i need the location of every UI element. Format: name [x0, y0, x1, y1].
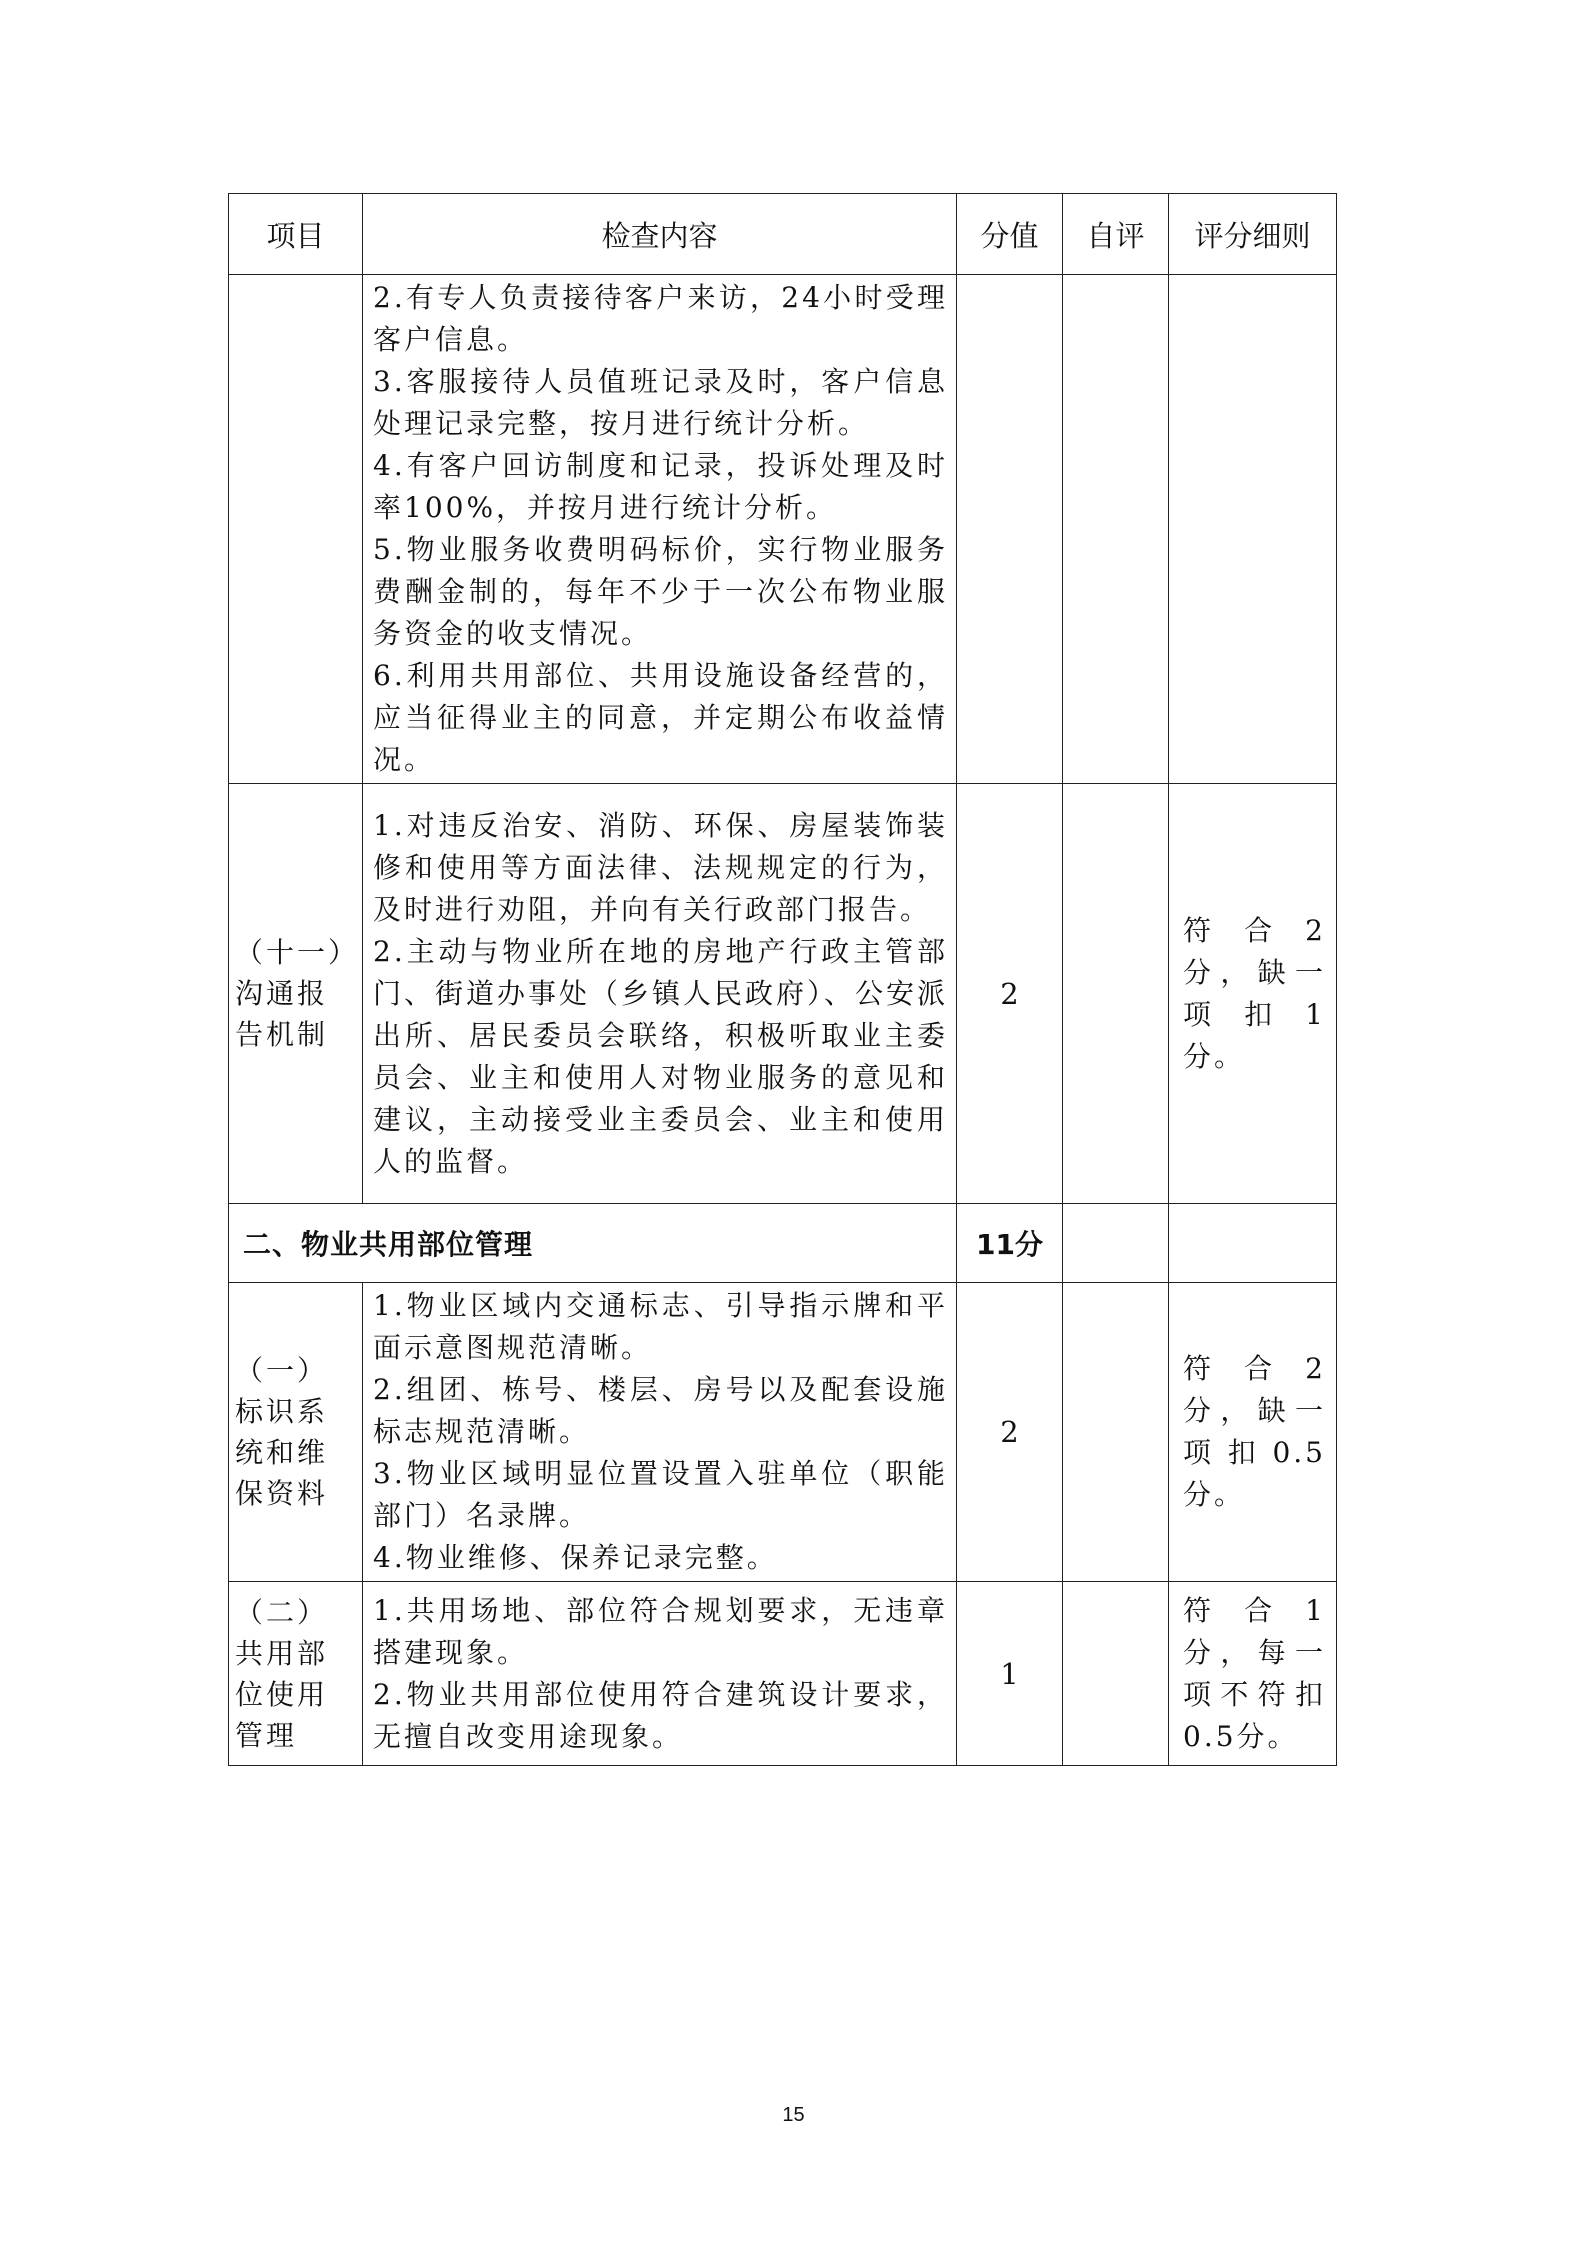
header-self-eval: 自评: [1063, 194, 1169, 275]
row-score: 2: [957, 1283, 1063, 1582]
page-number: 15: [782, 2104, 805, 2126]
content-line: 4.有客户回访制度和记录，投诉处理及时率100%，并按月进行统计分析。: [373, 449, 948, 524]
row-item: [229, 275, 363, 784]
content-line: 2.主动与物业所在地的房地产行政主管部门、街道办事处（乡镇人民政府）、公安派出所、居民委员会联络，积极听取业主委员会、业主和使用人对物业服务的意见和建议，主动接受业主委员会、业主和使用人的监督。: [373, 934, 949, 1178]
content-line: 2.物业共用部位使用符合建筑设计要求，无擅自改变用途现象。: [373, 1677, 948, 1753]
section-score: 11分: [957, 1204, 1063, 1283]
table-row: [229, 1283, 1337, 1582]
row-rule: 符合2分，缺一项扣1分。: [1169, 784, 1337, 1204]
content-line: 2.组团、栋号、楼层、房号以及配套设施标志规范清晰。: [373, 1373, 948, 1448]
content-line: 3.客服接待人员值班记录及时，客户信息处理记录完整，按月进行统计分析。: [373, 365, 948, 440]
row-self-eval: [1063, 1283, 1169, 1582]
row-self-eval: [1063, 275, 1169, 784]
header-item: 项目: [229, 194, 363, 275]
row-score: [957, 275, 1063, 784]
content-line: 1.共用场地、部位符合规划要求，无违章搭建现象。: [373, 1593, 948, 1669]
header-content: 检查内容: [363, 194, 957, 275]
content-line: 1.物业区域内交通标志、引导指示牌和平面示意图规范清晰。: [373, 1289, 948, 1364]
table-row: [229, 784, 1337, 1204]
content-line: 2.有专人负责接待客户来访，24小时受理客户信息。: [373, 281, 948, 356]
header-row: [229, 194, 1337, 275]
inspection-table: [228, 193, 1337, 1766]
row-self-eval: [1063, 1582, 1169, 1766]
section-self-eval: [1063, 1204, 1169, 1283]
row-content: [363, 784, 957, 1204]
row-rule: 符合2分，缺一项扣0.5分。: [1169, 1283, 1337, 1582]
header-rule: 评分细则: [1169, 194, 1337, 275]
row-item: （十一）沟通报告机制: [229, 784, 363, 1204]
content-line: 6.利用共用部位、共用设施设备经营的，应当征得业主的同意，并定期公布收益情况。: [373, 659, 948, 776]
row-content: [363, 1283, 957, 1582]
row-content: [363, 1582, 957, 1766]
row-rule: 符合1分，每一项不符扣0.5分。: [1169, 1582, 1337, 1766]
content-line: 3.物业区域明显位置设置入驻单位（职能部门）名录牌。: [373, 1457, 948, 1532]
section-rule: [1169, 1204, 1337, 1283]
row-self-eval: [1063, 784, 1169, 1204]
content-line: 5.物业服务收费明码标价，实行物业服务费酬金制的，每年不少于一次公布物业服务资金的收支情况。: [373, 533, 948, 650]
section-title: 二、物业共用部位管理: [229, 1204, 957, 1283]
row-score: 2: [957, 784, 1063, 1204]
row-item: （一）标识系统和维保资料: [229, 1283, 363, 1582]
section-row: [229, 1204, 1337, 1283]
content-line: 4.物业维修、保养记录完整。: [373, 1541, 778, 1574]
content-line: 1.对违反治安、消防、环保、房屋装饰装修和使用等方面法律、法规规定的行为，及时进行劝阻，并向有关行政部门报告。: [373, 808, 948, 926]
row-rule: [1169, 275, 1337, 784]
row-item: （二）共用部位使用管理: [229, 1582, 363, 1766]
table-row: [229, 1582, 1337, 1766]
table-row: [229, 275, 1337, 784]
header-score: 分值: [957, 194, 1063, 275]
row-content: [363, 275, 957, 784]
row-score: 1: [957, 1582, 1063, 1766]
